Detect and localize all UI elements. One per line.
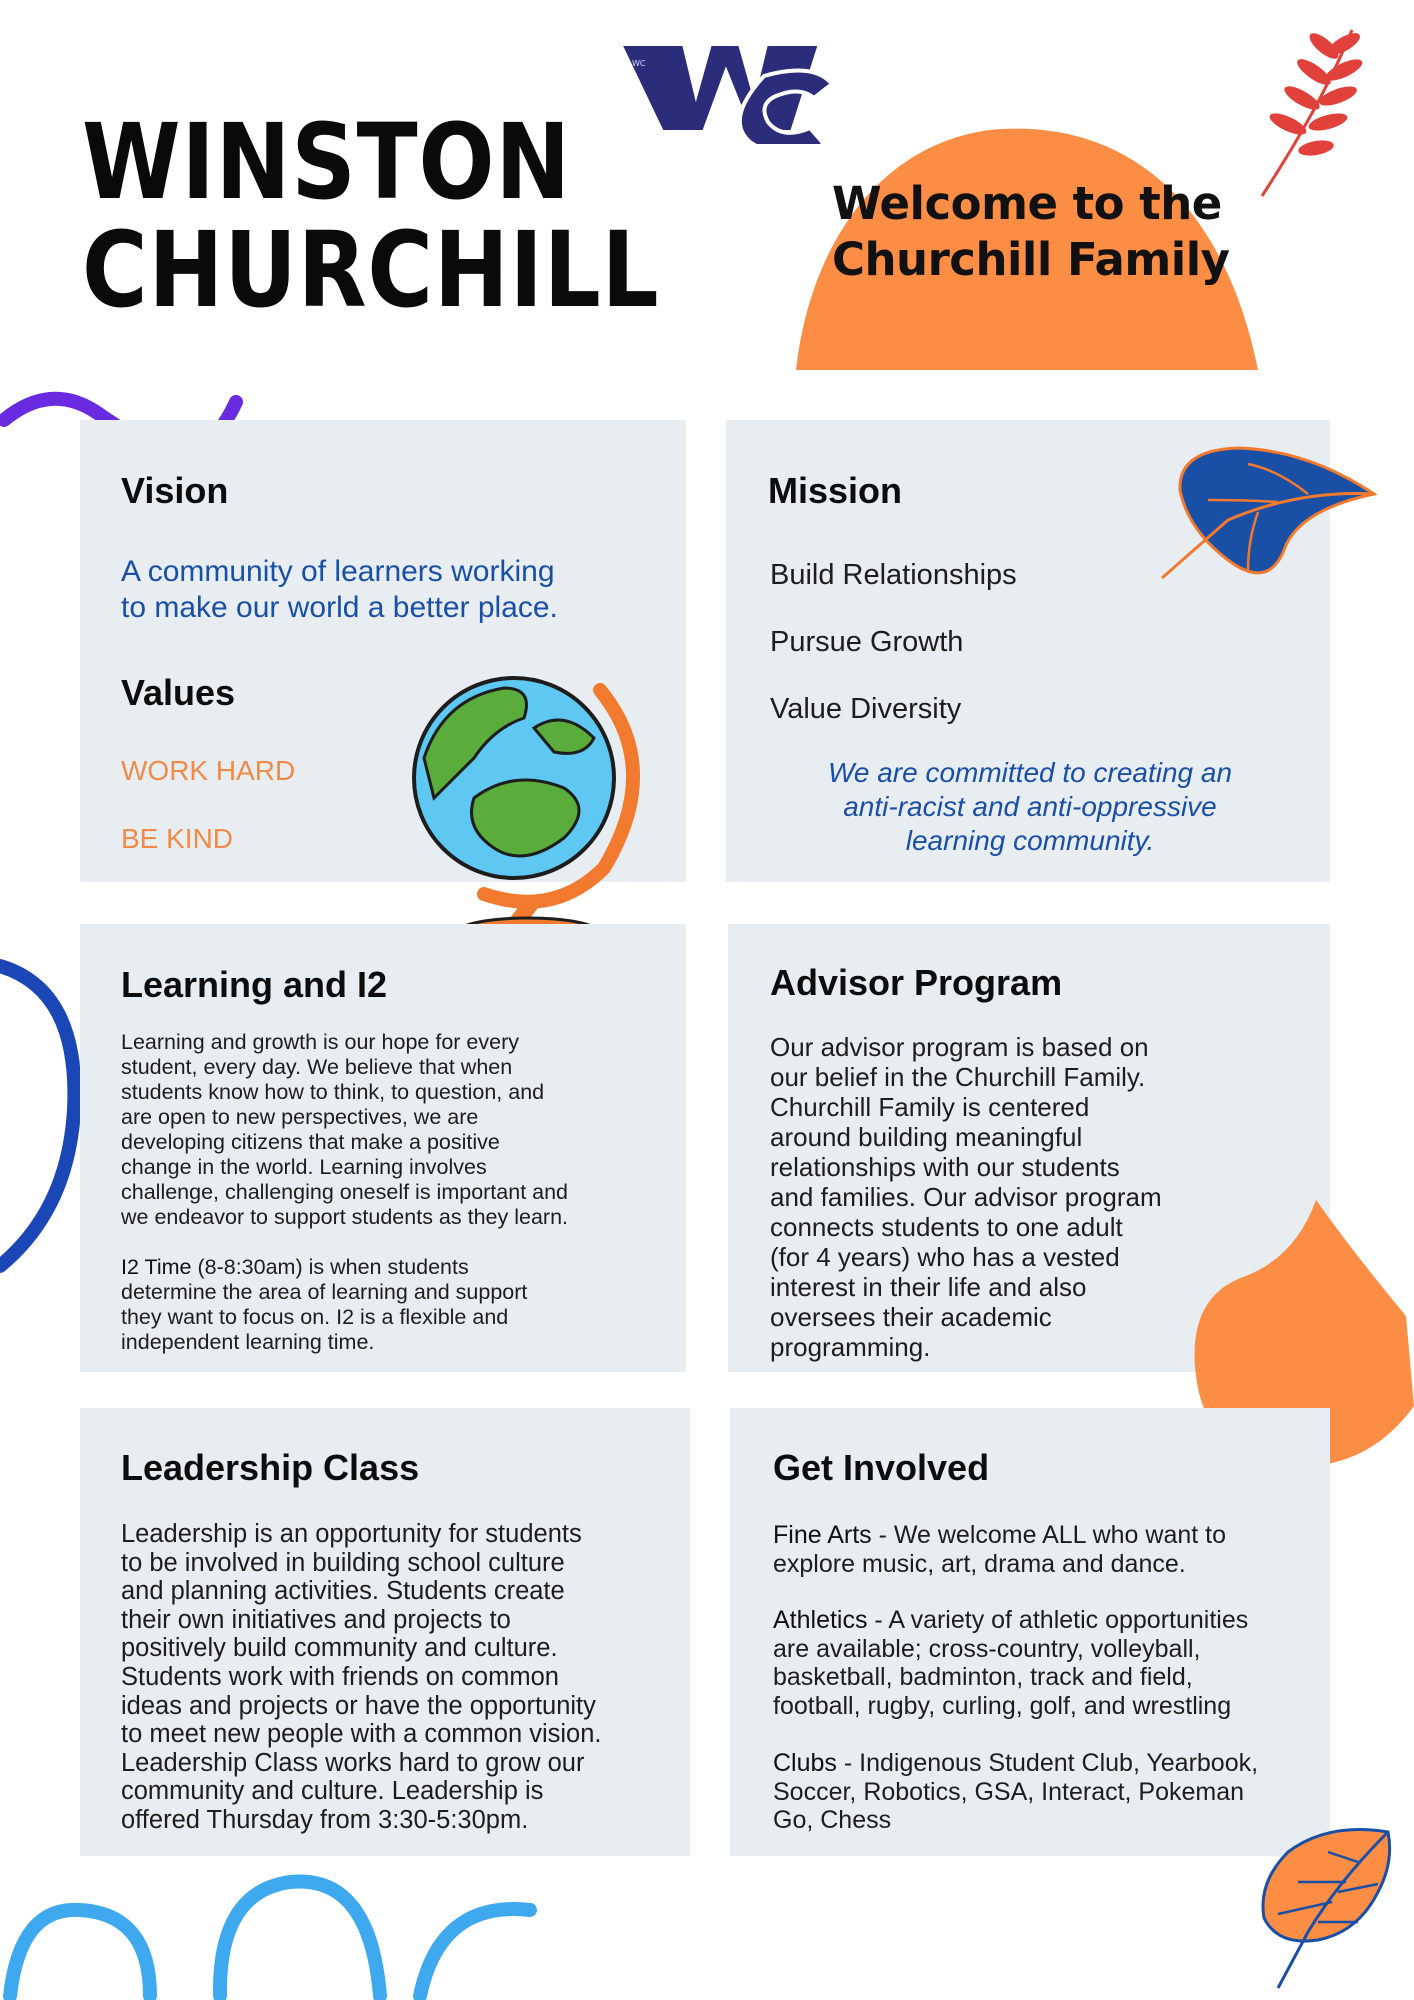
fine-arts-text <box>773 1521 1226 1578</box>
leadership-line: to meet new people with a common vision. <box>121 1720 602 1749</box>
mission-commitment <box>760 756 1300 858</box>
learning-line: (8-8:30am) is when students <box>191 1255 469 1279</box>
advisor-heading: Advisor Program <box>770 962 1063 1003</box>
advisor-line: (for 4 years) who has a vested <box>770 1242 1120 1272</box>
advisor-line: connects students to one adult <box>770 1212 1123 1242</box>
athletics-text <box>773 1606 1248 1720</box>
title-line-2: CHURCHILL <box>82 209 660 331</box>
leadership-line: positively build community and culture. <box>121 1634 558 1663</box>
advisor-line: relationships with our students <box>770 1152 1120 1182</box>
leadership-line: ideas and projects or have the opportunity <box>121 1691 596 1720</box>
mission-item: Pursue Growth <box>770 626 964 658</box>
light-blue-arches <box>0 1850 580 2000</box>
commitment-line-3: learning community. <box>905 825 1155 856</box>
advisor-line: interest in their life and also <box>770 1272 1087 1302</box>
globe-icon <box>404 668 654 954</box>
title-line-1: WINSTON <box>82 101 572 223</box>
learning-line: Learning and growth is our hope for every <box>121 1030 519 1054</box>
learning-line: are open to new perspectives, we are <box>121 1105 479 1129</box>
fine-arts-label: Fine Arts <box>773 1521 872 1549</box>
advisor-line: oversees their academic <box>770 1302 1052 1332</box>
advisor-line: and families. Our advisor program <box>770 1182 1162 1212</box>
vision-text <box>121 554 558 626</box>
monstera-leaf-icon <box>1248 1822 1398 1992</box>
learning-paragraph-1 <box>121 1030 568 1230</box>
commitment-line-1: We are committed to creating an <box>827 757 1233 788</box>
advisor-line: our belief in the Churchill Family. <box>770 1062 1146 1092</box>
clubs-line: Soccer, Robotics, GSA, Interact, Pokeman <box>773 1777 1245 1806</box>
vision-line-2: to make our world a better place. <box>121 591 558 624</box>
clubs-text <box>773 1749 1258 1835</box>
fine-arts-line: explore music, art, drama and dance. <box>773 1549 1186 1578</box>
leadership-line: and planning activities. Students create <box>121 1577 565 1606</box>
vision-heading: Vision <box>121 470 229 511</box>
learning-line: students know how to think, to question, and <box>121 1080 545 1104</box>
leadership-line: Leadership is an opportunity for students <box>121 1520 582 1548</box>
athletics-label: Athletics <box>773 1606 868 1634</box>
leadership-line: to be involved in building school culture <box>121 1548 565 1577</box>
leadership-heading: Leadership Class <box>121 1447 420 1488</box>
learning-heading: Learning and I2 <box>121 964 388 1005</box>
logo-text: WC <box>632 59 646 68</box>
advisor-line: programming. <box>770 1332 931 1362</box>
learning-paragraph-2 <box>121 1255 527 1355</box>
clubs-label: Clubs <box>773 1749 837 1777</box>
leadership-line: Students work with friends on common <box>121 1662 559 1691</box>
mission-item: Value Diversity <box>770 693 962 725</box>
advisor-line: Our advisor program is based on <box>770 1032 1149 1062</box>
blue-leaf-icon <box>1158 440 1384 590</box>
learning-line: student, every day. We believe that when <box>121 1055 513 1079</box>
advisor-paragraph <box>770 1032 1162 1362</box>
learning-line: challenge, challenging oneself is important and <box>121 1180 569 1204</box>
welcome-line-1: Welcome to the <box>832 177 1222 230</box>
leadership-line: their own initiatives and projects to <box>121 1605 511 1634</box>
fine-arts-line: - We welcome ALL who want to <box>871 1521 1226 1549</box>
learning-line: we endeavor to support students as they learn. <box>121 1205 568 1229</box>
learning-line: determine the area of learning and support <box>121 1280 528 1304</box>
mission-item: Build Relationships <box>770 559 1017 591</box>
advisor-line: Churchill Family is centered <box>770 1092 1090 1122</box>
value-item: BE KIND <box>121 823 234 854</box>
vision-line-1: A community of learners working <box>121 555 555 588</box>
leadership-line: community and culture. Leadership is <box>121 1777 544 1806</box>
learning-line: they want to focus on. I2 is a flexible and <box>121 1305 509 1329</box>
leadership-paragraph <box>121 1520 602 1835</box>
advisor-line: around building meaningful <box>770 1122 1083 1152</box>
athletics-line: - A variety of athletic opportunities <box>867 1606 1249 1634</box>
values-heading: Values <box>121 672 236 713</box>
athletics-line: football, rugby, curling, golf, and wrestling <box>773 1691 1232 1720</box>
athletics-line: basketball, badminton, track and field, <box>773 1663 1193 1692</box>
value-item: WORK HARD <box>121 755 296 786</box>
clubs-line: Go, Chess <box>773 1806 892 1835</box>
leadership-line: Leadership Class works hard to grow our <box>121 1748 585 1777</box>
learning-line: change in the world. Learning involves <box>121 1155 487 1179</box>
mission-heading: Mission <box>768 470 903 511</box>
athletics-line: are available; cross-country, volleyball, <box>773 1634 1201 1663</box>
learning-line: independent learning time. <box>121 1330 375 1354</box>
leadership-line: offered Thursday from 3:30-5:30pm. <box>121 1805 529 1834</box>
clubs-line: - Indigenous Student Club, Yearbook, <box>836 1749 1259 1777</box>
welcome-heading <box>832 176 1272 288</box>
involved-heading: Get Involved <box>773 1447 990 1488</box>
i2-time-label: I2 Time <box>121 1255 192 1279</box>
school-title <box>82 101 660 331</box>
commitment-line-2: anti-racist and anti-oppressive <box>843 791 1217 822</box>
welcome-line-2: Churchill Family <box>832 233 1230 286</box>
learning-line: developing citizens that make a positive <box>121 1130 500 1154</box>
